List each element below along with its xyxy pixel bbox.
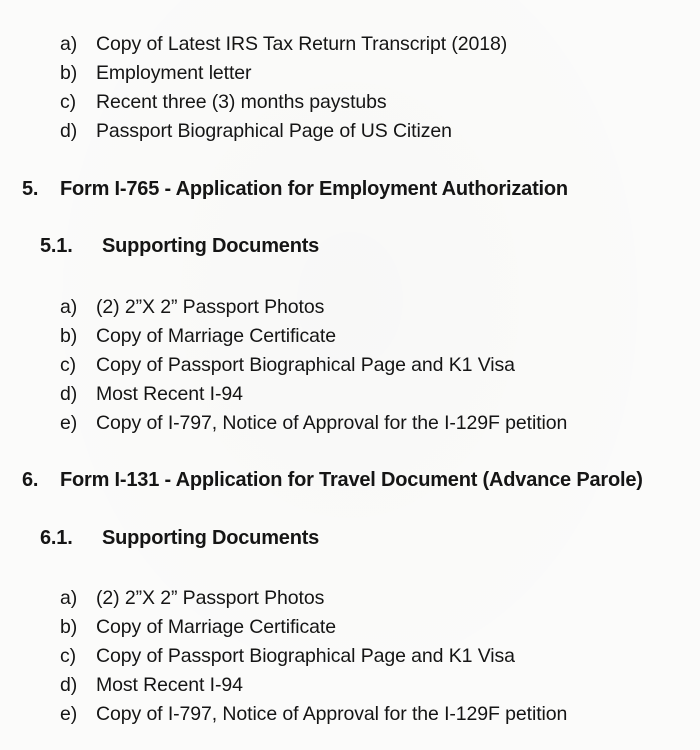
list-marker: c) [60,645,77,667]
list-item [60,613,567,642]
top-document-list [60,30,507,146]
list-marker: a) [60,587,78,609]
subsection-number: 5.1. [40,235,73,257]
list-item [60,88,507,117]
list-item-text: Copy of Marriage Certificate [96,616,336,638]
list-marker: e) [60,412,78,434]
list-item [60,117,507,146]
list-marker: d) [60,120,78,142]
list-item [60,700,567,729]
list-marker: d) [60,674,78,696]
list-item [60,671,567,700]
list-item-text: Copy of Latest IRS Tax Return Transcript (2018) [96,33,508,55]
subsection-title: Supporting Documents [102,527,320,549]
section-6-document-list [60,584,567,729]
list-item-text: Recent three (3) months paystubs [96,91,387,113]
list-item [60,642,567,671]
list-item [60,59,507,88]
subsection-title: Supporting Documents [102,235,320,257]
list-item [60,380,567,409]
list-item [60,293,567,322]
list-item-text: Copy of I-797, Notice of Approval for the I-129F petition [96,412,568,434]
list-marker: b) [60,62,78,84]
section-5-heading [22,178,568,201]
subsection-6-1-heading [40,527,319,550]
section-number: 6. [22,469,39,491]
list-item-text: Most Recent I-94 [96,674,243,696]
list-item-text: (2) 2”X 2” Passport Photos [96,587,325,609]
list-marker: c) [60,91,77,113]
section-number: 5. [22,178,39,200]
list-marker: d) [60,383,78,405]
list-item-text: Passport Biographical Page of US Citizen [96,120,452,142]
list-item [60,584,567,613]
list-item-text: Copy of Marriage Certificate [96,325,336,347]
list-marker: e) [60,703,78,725]
subsection-5-1-heading [40,235,319,258]
list-item [60,409,567,438]
list-item-text: Most Recent I-94 [96,383,243,405]
list-marker: a) [60,33,78,55]
list-marker: b) [60,616,78,638]
list-item [60,351,567,380]
list-item-text: Employment letter [96,62,252,84]
section-title: Form I-765 - Application for Employment Authorization [60,178,568,200]
list-item [60,322,567,351]
section-6-heading [22,469,643,492]
list-marker: c) [60,354,77,376]
list-item [60,30,507,59]
list-item-text: Copy of Passport Biographical Page and K1 Visa [96,645,515,667]
subsection-number: 6.1. [40,527,73,549]
list-marker: a) [60,296,78,318]
section-5-document-list [60,293,567,438]
list-marker: b) [60,325,78,347]
section-title: Form I-131 - Application for Travel Document (Advance Parole) [60,469,643,491]
list-item-text: Copy of I-797, Notice of Approval for the I-129F petition [96,703,568,725]
list-item-text: Copy of Passport Biographical Page and K1 Visa [96,354,515,376]
list-item-text: (2) 2”X 2” Passport Photos [96,296,325,318]
